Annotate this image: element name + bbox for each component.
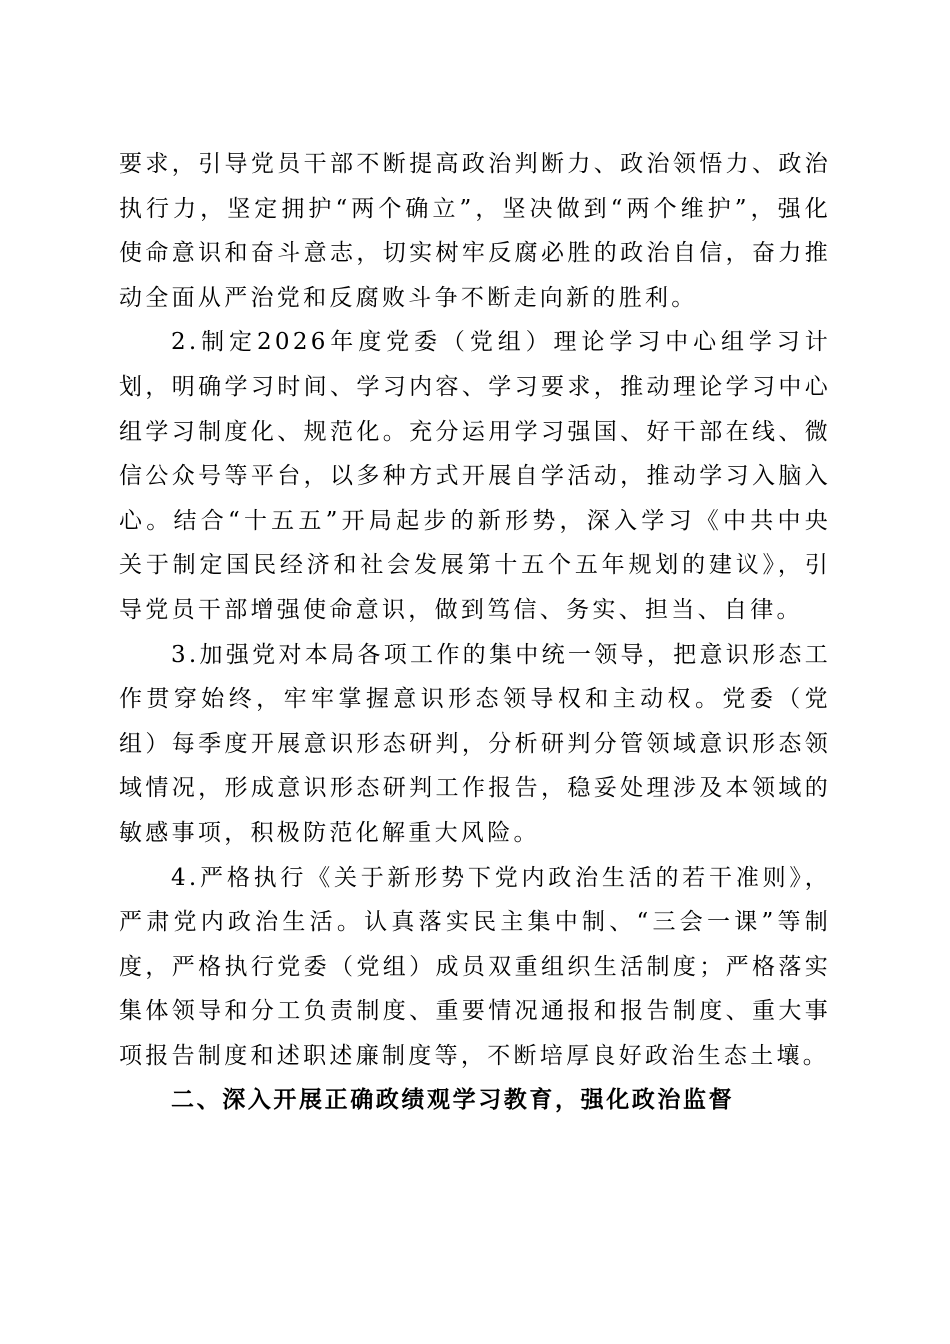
- document-body: [119, 142, 831, 1123]
- paragraph-continuation: 要求，引导党员干部不断提高政治判断力、政治领悟力、政治执行力，坚定拥护“两个确立”，坚决做到“两个维护”，强化使命意识和奋斗意志，切实树牢反腐必胜的政治自信，奋力推动全面从严治党和反腐败斗争不断走向新的胜利。: [119, 151, 831, 311]
- paragraph-item-2: 2.制定2026年度党委（党组）理论学习中心组学习计划，明确学习时间、学习内容、学习要求，推动理论学习中心组学习制度化、规范化。充分运用学习强国、好干部在线、微信公众号等平台，以多种方式开展自学活动，推动学习入脑入心。结合“十五五”开局起步的新形势，深入学习《中共中央关于制定国民经济和社会发展第十五个五年规划的建议》，引导党员干部增强使命意识，做到笃信、务实、担当、自律。: [119, 329, 831, 623]
- paragraph-item-3: 3.加强党对本局各项工作的集中统一领导，把意识形态工作贯穿始终，牢牢掌握意识形态领导权和主动权。党委（党组）每季度开展意识形态研判，分析研判分管领域意识形态领域情况，形成意识形态研判工作报告，稳妥处理涉及本领域的敏感事项，积极防范化解重大风险。: [119, 641, 831, 846]
- section-heading-2: 二、深入开展正确政绩观学习教育，强化政治监督: [171, 1087, 735, 1114]
- paragraph-item-4: 4.严格执行《关于新形势下党内政治生活的若干准则》，严肃党内政治生活。认真落实民主集中制、“三会一课”等制度，严格执行党委（党组）成员双重组织生活制度；严格落实集体领导和分工负责制度、重要情况通报和报告制度、重大事项报告制度和述职述廉制度等，不断培厚良好政治生态土壤。: [119, 864, 831, 1069]
